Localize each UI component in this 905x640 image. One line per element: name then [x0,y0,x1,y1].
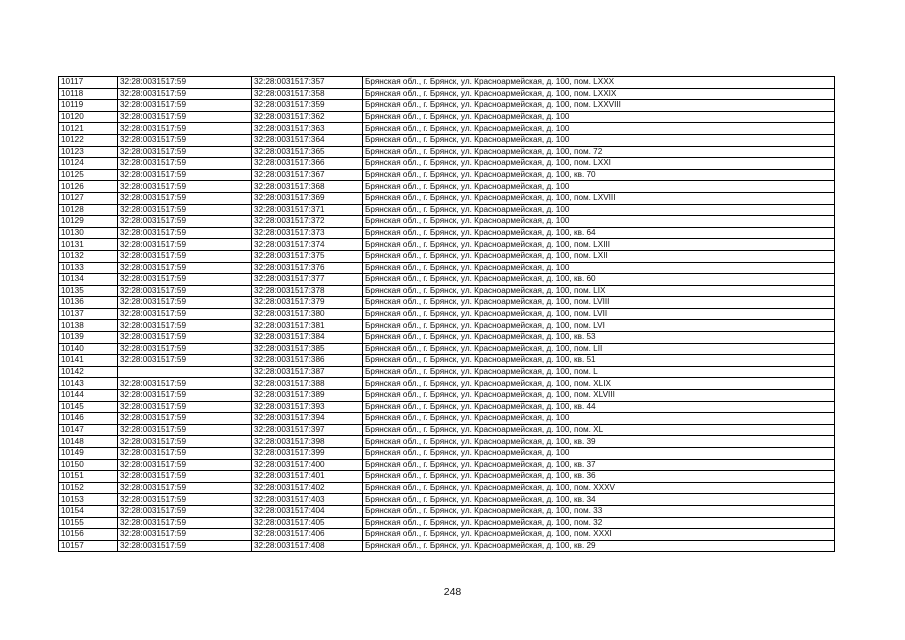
cadastral-number-cell: 32:28:0031517:378 [252,285,363,297]
row-number-cell: 10130 [59,227,118,239]
address-cell: Брянская обл., г. Брянск, ул. Красноармейская, д. 100, пом. LII [363,343,835,355]
cadastral-number-cell: 32:28:0031517:375 [252,250,363,262]
table-row [59,436,835,448]
cadastral-number-cell: 32:28:0031517:380 [252,308,363,320]
table-row [59,262,835,274]
cadastral-number-cell: 32:28:0031517:372 [252,216,363,228]
parent-cadastral-number-cell: 32:28:0031517:59 [118,459,252,471]
row-number-cell: 10135 [59,285,118,297]
parent-cadastral-number-cell: 32:28:0031517:59 [118,192,252,204]
cadastral-number-cell: 32:28:0031517:397 [252,424,363,436]
address-cell: Брянская обл., г. Брянск, ул. Красноармейская, д. 100, кв. 44 [363,401,835,413]
row-number-cell: 10141 [59,355,118,367]
address-cell: Брянская обл., г. Брянск, ул. Красноармейская, д. 100, кв. 37 [363,459,835,471]
parent-cadastral-number-cell: 32:28:0031517:59 [118,413,252,425]
row-number-cell: 10152 [59,482,118,494]
address-cell: Брянская обл., г. Брянск, ул. Красноармейская, д. 100, пом. XXXV [363,482,835,494]
table-row [59,366,835,378]
row-number-cell: 10143 [59,378,118,390]
cadastral-number-cell: 32:28:0031517:400 [252,459,363,471]
cadastral-number-cell: 32:28:0031517:385 [252,343,363,355]
parent-cadastral-number-cell [118,366,252,378]
parent-cadastral-number-cell: 32:28:0031517:59 [118,181,252,193]
address-cell: Брянская обл., г. Брянск, ул. Красноармейская, д. 100, кв. 34 [363,494,835,506]
parent-cadastral-number-cell: 32:28:0031517:59 [118,250,252,262]
address-cell: Брянская обл., г. Брянск, ул. Красноармейская, д. 100 [363,111,835,123]
table-row [59,413,835,425]
address-cell: Брянская обл., г. Брянск, ул. Красноармейская, д. 100, пом. LXXVIII [363,100,835,112]
parent-cadastral-number-cell: 32:28:0031517:59 [118,88,252,100]
table-row [59,169,835,181]
parent-cadastral-number-cell: 32:28:0031517:59 [118,134,252,146]
row-number-cell: 10122 [59,134,118,146]
address-cell: Брянская обл., г. Брянск, ул. Красноармейская, д. 100, пом. XXXI [363,529,835,541]
table-row [59,297,835,309]
table-row [59,88,835,100]
row-number-cell: 10132 [59,250,118,262]
page-number: 248 [443,586,462,598]
row-number-cell: 10138 [59,320,118,332]
cadastral-number-cell: 32:28:0031517:387 [252,366,363,378]
cadastral-number-cell: 32:28:0031517:402 [252,482,363,494]
table-row [59,390,835,402]
cadastral-number-cell: 32:28:0031517:366 [252,158,363,170]
address-cell: Брянская обл., г. Брянск, ул. Красноармейская, д. 100, пом. LXXI [363,158,835,170]
row-number-cell: 10156 [59,529,118,541]
address-cell: Брянская обл., г. Брянск, ул. Красноармейская, д. 100, пом. 33 [363,505,835,517]
parent-cadastral-number-cell: 32:28:0031517:59 [118,123,252,135]
cadastral-number-cell: 32:28:0031517:408 [252,540,363,552]
cadastral-number-cell: 32:28:0031517:374 [252,239,363,251]
address-cell: Брянская обл., г. Брянск, ул. Красноармейская, д. 100 [363,181,835,193]
address-cell: Брянская обл., г. Брянск, ул. Красноармейская, д. 100 [363,448,835,460]
parent-cadastral-number-cell: 32:28:0031517:59 [118,158,252,170]
table-row [59,540,835,552]
address-cell: Брянская обл., г. Брянск, ул. Красноармейская, д. 100, пом. LXII [363,250,835,262]
row-number-cell: 10137 [59,308,118,320]
cadastral-number-cell: 32:28:0031517:399 [252,448,363,460]
address-cell: Брянская обл., г. Брянск, ул. Красноармейская, д. 100, кв. 60 [363,274,835,286]
address-cell: Брянская обл., г. Брянск, ул. Красноармейская, д. 100, пом. LXXX [363,77,835,89]
table-row [59,100,835,112]
row-number-cell: 10150 [59,459,118,471]
address-cell: Брянская обл., г. Брянск, ул. Красноармейская, д. 100, кв. 29 [363,540,835,552]
row-number-cell: 10134 [59,274,118,286]
row-number-cell: 10155 [59,517,118,529]
cadastral-number-cell: 32:28:0031517:384 [252,332,363,344]
row-number-cell: 10128 [59,204,118,216]
address-cell: Брянская обл., г. Брянск, ул. Красноармейская, д. 100 [363,262,835,274]
address-cell: Брянская обл., г. Брянск, ул. Красноармейская, д. 100, пом. LXVIII [363,192,835,204]
row-number-cell: 10119 [59,100,118,112]
row-number-cell: 10131 [59,239,118,251]
address-cell: Брянская обл., г. Брянск, ул. Красноармейская, д. 100, кв. 64 [363,227,835,239]
parent-cadastral-number-cell: 32:28:0031517:59 [118,517,252,529]
row-number-cell: 10124 [59,158,118,170]
parent-cadastral-number-cell: 32:28:0031517:59 [118,343,252,355]
table-row [59,77,835,89]
row-number-cell: 10151 [59,471,118,483]
parent-cadastral-number-cell: 32:28:0031517:59 [118,285,252,297]
row-number-cell: 10144 [59,390,118,402]
address-cell: Брянская обл., г. Брянск, ул. Красноармейская, д. 100, пом. 32 [363,517,835,529]
parent-cadastral-number-cell: 32:28:0031517:59 [118,77,252,89]
row-number-cell: 10127 [59,192,118,204]
cadastral-number-cell: 32:28:0031517:364 [252,134,363,146]
table-row [59,424,835,436]
table-row [59,517,835,529]
table-row [59,204,835,216]
table-row [59,459,835,471]
address-cell: Брянская обл., г. Брянск, ул. Красноармейская, д. 100 [363,216,835,228]
cadastral-number-cell: 32:28:0031517:403 [252,494,363,506]
table-row [59,320,835,332]
table-row [59,378,835,390]
row-number-cell: 10140 [59,343,118,355]
cadastral-number-cell: 32:28:0031517:405 [252,517,363,529]
address-cell: Брянская обл., г. Брянск, ул. Красноармейская, д. 100, кв. 53 [363,332,835,344]
row-number-cell: 10117 [59,77,118,89]
address-cell: Брянская обл., г. Брянск, ул. Красноармейская, д. 100, кв. 51 [363,355,835,367]
parent-cadastral-number-cell: 32:28:0031517:59 [118,227,252,239]
table-row [59,529,835,541]
address-cell: Брянская обл., г. Брянск, ул. Красноармейская, д. 100, пом. LXXIX [363,88,835,100]
cadastral-number-cell: 32:28:0031517:359 [252,100,363,112]
cadastral-number-cell: 32:28:0031517:404 [252,505,363,517]
cadastral-number-cell: 32:28:0031517:371 [252,204,363,216]
table-row [59,274,835,286]
table-row [59,308,835,320]
table-row [59,158,835,170]
table-row [59,181,835,193]
cadastral-number-cell: 32:28:0031517:389 [252,390,363,402]
cadastral-table [58,76,835,552]
cadastral-number-cell: 32:28:0031517:394 [252,413,363,425]
cadastral-number-cell: 32:28:0031517:357 [252,77,363,89]
cadastral-number-cell: 32:28:0031517:369 [252,192,363,204]
row-number-cell: 10126 [59,181,118,193]
table-row [59,471,835,483]
cadastral-number-cell: 32:28:0031517:386 [252,355,363,367]
row-number-cell: 10129 [59,216,118,228]
parent-cadastral-number-cell: 32:28:0031517:59 [118,320,252,332]
cadastral-number-cell: 32:28:0031517:393 [252,401,363,413]
cadastral-number-cell: 32:28:0031517:373 [252,227,363,239]
table-row [59,239,835,251]
row-number-cell: 10153 [59,494,118,506]
row-number-cell: 10125 [59,169,118,181]
cadastral-number-cell: 32:28:0031517:376 [252,262,363,274]
parent-cadastral-number-cell: 32:28:0031517:59 [118,355,252,367]
parent-cadastral-number-cell: 32:28:0031517:59 [118,332,252,344]
cadastral-number-cell: 32:28:0031517:388 [252,378,363,390]
table-row [59,401,835,413]
table-row [59,343,835,355]
parent-cadastral-number-cell: 32:28:0031517:59 [118,390,252,402]
cadastral-number-cell: 32:28:0031517:365 [252,146,363,158]
parent-cadastral-number-cell: 32:28:0031517:59 [118,146,252,158]
parent-cadastral-number-cell: 32:28:0031517:59 [118,100,252,112]
cadastral-number-cell: 32:28:0031517:406 [252,529,363,541]
cadastral-number-cell: 32:28:0031517:398 [252,436,363,448]
row-number-cell: 10133 [59,262,118,274]
row-number-cell: 10145 [59,401,118,413]
parent-cadastral-number-cell: 32:28:0031517:59 [118,448,252,460]
row-number-cell: 10154 [59,505,118,517]
address-cell: Брянская обл., г. Брянск, ул. Красноармейская, д. 100 [363,204,835,216]
parent-cadastral-number-cell: 32:28:0031517:59 [118,436,252,448]
table-row [59,482,835,494]
parent-cadastral-number-cell: 32:28:0031517:59 [118,274,252,286]
parent-cadastral-number-cell: 32:28:0031517:59 [118,482,252,494]
row-number-cell: 10147 [59,424,118,436]
parent-cadastral-number-cell: 32:28:0031517:59 [118,308,252,320]
parent-cadastral-number-cell: 32:28:0031517:59 [118,297,252,309]
row-number-cell: 10142 [59,366,118,378]
table-row [59,355,835,367]
table-row [59,285,835,297]
table-row [59,227,835,239]
address-cell: Брянская обл., г. Брянск, ул. Красноармейская, д. 100, кв. 36 [363,471,835,483]
table-row [59,332,835,344]
cadastral-number-cell: 32:28:0031517:358 [252,88,363,100]
parent-cadastral-number-cell: 32:28:0031517:59 [118,216,252,228]
table-row [59,448,835,460]
row-number-cell: 10148 [59,436,118,448]
cadastral-number-cell: 32:28:0031517:381 [252,320,363,332]
table-row [59,123,835,135]
table-body [59,77,835,552]
parent-cadastral-number-cell: 32:28:0031517:59 [118,494,252,506]
table-row [59,111,835,123]
cadastral-number-cell: 32:28:0031517:379 [252,297,363,309]
address-cell: Брянская обл., г. Брянск, ул. Красноармейская, д. 100 [363,413,835,425]
row-number-cell: 10157 [59,540,118,552]
row-number-cell: 10139 [59,332,118,344]
address-cell: Брянская обл., г. Брянск, ул. Красноармейская, д. 100, пом. XLVIII [363,390,835,402]
parent-cadastral-number-cell: 32:28:0031517:59 [118,378,252,390]
table-row [59,134,835,146]
cadastral-number-cell: 32:28:0031517:401 [252,471,363,483]
address-cell: Брянская обл., г. Брянск, ул. Красноармейская, д. 100, пом. XL [363,424,835,436]
table-row [59,216,835,228]
address-cell: Брянская обл., г. Брянск, ул. Красноармейская, д. 100 [363,123,835,135]
cadastral-number-cell: 32:28:0031517:377 [252,274,363,286]
parent-cadastral-number-cell: 32:28:0031517:59 [118,424,252,436]
address-cell: Брянская обл., г. Брянск, ул. Красноармейская, д. 100, кв. 39 [363,436,835,448]
table-row [59,505,835,517]
parent-cadastral-number-cell: 32:28:0031517:59 [118,239,252,251]
parent-cadastral-number-cell: 32:28:0031517:59 [118,471,252,483]
row-number-cell: 10123 [59,146,118,158]
parent-cadastral-number-cell: 32:28:0031517:59 [118,262,252,274]
parent-cadastral-number-cell: 32:28:0031517:59 [118,505,252,517]
parent-cadastral-number-cell: 32:28:0031517:59 [118,204,252,216]
address-cell: Брянская обл., г. Брянск, ул. Красноармейская, д. 100, пом. LVII [363,308,835,320]
address-cell: Брянская обл., г. Брянск, ул. Красноармейская, д. 100, пом. XLIX [363,378,835,390]
address-cell: Брянская обл., г. Брянск, ул. Красноармейская, д. 100, пом. LIX [363,285,835,297]
table-row [59,146,835,158]
address-cell: Брянская обл., г. Брянск, ул. Красноармейская, д. 100, пом. LVI [363,320,835,332]
parent-cadastral-number-cell: 32:28:0031517:59 [118,529,252,541]
parent-cadastral-number-cell: 32:28:0031517:59 [118,111,252,123]
address-cell: Брянская обл., г. Брянск, ул. Красноармейская, д. 100, пом. 72 [363,146,835,158]
table-row [59,494,835,506]
cadastral-number-cell: 32:28:0031517:367 [252,169,363,181]
cadastral-number-cell: 32:28:0031517:363 [252,123,363,135]
table-row [59,250,835,262]
address-cell: Брянская обл., г. Брянск, ул. Красноармейская, д. 100, пом. LXIII [363,239,835,251]
row-number-cell: 10149 [59,448,118,460]
table-row [59,192,835,204]
parent-cadastral-number-cell: 32:28:0031517:59 [118,401,252,413]
address-cell: Брянская обл., г. Брянск, ул. Красноармейская, д. 100, кв. 70 [363,169,835,181]
row-number-cell: 10121 [59,123,118,135]
address-cell: Брянская обл., г. Брянск, ул. Красноармейская, д. 100, пом. L [363,366,835,378]
address-cell: Брянская обл., г. Брянск, ул. Красноармейская, д. 100 [363,134,835,146]
parent-cadastral-number-cell: 32:28:0031517:59 [118,540,252,552]
row-number-cell: 10136 [59,297,118,309]
cadastral-number-cell: 32:28:0031517:368 [252,181,363,193]
cadastral-number-cell: 32:28:0031517:362 [252,111,363,123]
address-cell: Брянская обл., г. Брянск, ул. Красноармейская, д. 100, пом. LVIII [363,297,835,309]
parent-cadastral-number-cell: 32:28:0031517:59 [118,169,252,181]
row-number-cell: 10118 [59,88,118,100]
row-number-cell: 10146 [59,413,118,425]
row-number-cell: 10120 [59,111,118,123]
